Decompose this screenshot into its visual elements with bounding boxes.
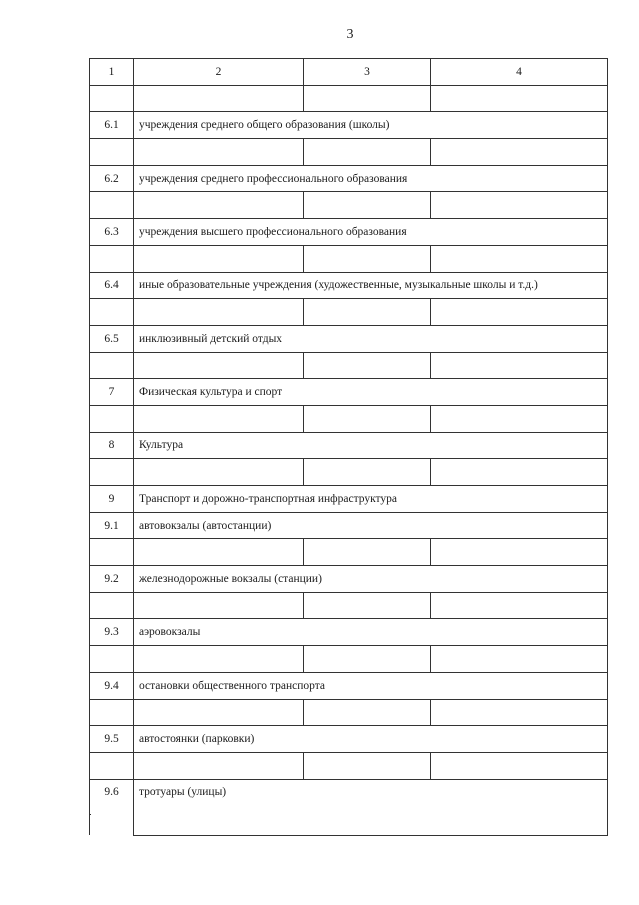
table-cell xyxy=(90,752,134,779)
row-title: аэровокзалы xyxy=(134,619,608,646)
table-cell xyxy=(304,192,431,219)
table-cell xyxy=(90,352,134,379)
table-cell xyxy=(90,245,134,272)
table-cell xyxy=(90,85,134,112)
row-number: 9.4 xyxy=(90,672,134,699)
table-row xyxy=(90,325,608,352)
table-cell xyxy=(134,752,304,779)
row-title: инклюзивный детский отдых xyxy=(134,325,608,352)
table-cell xyxy=(431,192,608,219)
table-cell xyxy=(134,592,304,619)
table-cell xyxy=(90,646,134,673)
row-number: 9 xyxy=(90,486,134,513)
row-title: иные образовательные учреждения (художественные, музыкальные школы и т.д.) xyxy=(134,272,608,299)
row-number: 6.1 xyxy=(90,112,134,139)
table-header-row xyxy=(90,59,608,86)
row-number-text: 9.6 xyxy=(104,785,119,798)
row-title: автостоянки (парковки) xyxy=(134,726,608,753)
row-title: учреждения высшего профессионального образования xyxy=(134,219,608,246)
row-number: 8 xyxy=(90,432,134,459)
row-number: 9.5 xyxy=(90,726,134,753)
row-title: автовокзалы (автостанции) xyxy=(134,512,608,539)
row-title xyxy=(134,779,608,835)
row-title: учреждения среднего общего образования (школы) xyxy=(134,112,608,139)
document-table xyxy=(89,58,608,836)
table-cell xyxy=(304,699,431,726)
row-number: 6.3 xyxy=(90,219,134,246)
row-title: Физическая культура и спорт xyxy=(134,379,608,406)
table-row xyxy=(90,512,608,539)
table-cell xyxy=(134,539,304,566)
row-number: 9.2 xyxy=(90,566,134,593)
page-number: 3 xyxy=(346,27,354,42)
table-cell xyxy=(304,139,431,166)
table-cell xyxy=(134,299,304,326)
table-empty-row xyxy=(90,646,608,673)
table-cell xyxy=(134,405,304,432)
table-empty-row xyxy=(90,539,608,566)
table-cell xyxy=(134,85,304,112)
table-cell xyxy=(304,539,431,566)
row-number: 9.3 xyxy=(90,619,134,646)
header-col-4: 4 xyxy=(431,59,608,86)
table-row xyxy=(90,165,608,192)
table-cell xyxy=(134,139,304,166)
table-empty-row xyxy=(90,85,608,112)
table-row xyxy=(90,672,608,699)
table-empty-row xyxy=(90,192,608,219)
row-number: 9.1 xyxy=(90,512,134,539)
table-row xyxy=(90,486,608,513)
table-cell xyxy=(90,192,134,219)
table-cell xyxy=(431,352,608,379)
table-cell xyxy=(90,139,134,166)
table-empty-row xyxy=(90,139,608,166)
table-cell xyxy=(90,539,134,566)
table-empty-row xyxy=(90,699,608,726)
table-cell xyxy=(90,299,134,326)
row-number: 6.2 xyxy=(90,165,134,192)
table-cell xyxy=(134,459,304,486)
table-cell xyxy=(431,752,608,779)
table-empty-row xyxy=(90,299,608,326)
row-title: Транспорт и дорожно-транспортная инфраструктура xyxy=(134,486,608,513)
table-cell xyxy=(134,192,304,219)
table-cell xyxy=(431,405,608,432)
header-col-2: 2 xyxy=(134,59,304,86)
row-title: учреждения среднего профессионального образования xyxy=(134,165,608,192)
table-empty-row xyxy=(90,352,608,379)
header-col-1: 1 xyxy=(90,59,134,86)
table-cell xyxy=(431,85,608,112)
table-row xyxy=(90,726,608,753)
row-title: железнодорожные вокзалы (станции) xyxy=(134,566,608,593)
table-cell xyxy=(90,592,134,619)
table-cell xyxy=(90,459,134,486)
table-cell xyxy=(304,352,431,379)
row-number: 6.5 xyxy=(90,325,134,352)
table-bottom-edge xyxy=(89,814,91,815)
table-cell xyxy=(134,646,304,673)
table-cell xyxy=(304,646,431,673)
row-number: 7 xyxy=(90,379,134,406)
table-cell xyxy=(90,405,134,432)
table-row xyxy=(90,219,608,246)
table-row xyxy=(90,272,608,299)
row-title: Культура xyxy=(134,432,608,459)
table-cell xyxy=(431,592,608,619)
table-row xyxy=(90,619,608,646)
table-cell xyxy=(431,139,608,166)
table-cell xyxy=(431,245,608,272)
table-cell xyxy=(431,539,608,566)
table-row xyxy=(90,432,608,459)
row-title: остановки общественного транспорта xyxy=(134,672,608,699)
table-cell xyxy=(304,459,431,486)
table-empty-row xyxy=(90,405,608,432)
table-cell xyxy=(304,752,431,779)
table-cell xyxy=(304,85,431,112)
table-cell xyxy=(304,592,431,619)
table-empty-row xyxy=(90,245,608,272)
table-cell xyxy=(304,299,431,326)
table-cell xyxy=(134,245,304,272)
table-row xyxy=(90,112,608,139)
table-cell xyxy=(431,699,608,726)
table-cell xyxy=(431,299,608,326)
table-empty-row xyxy=(90,752,608,779)
table-cell xyxy=(90,699,134,726)
table-row xyxy=(90,379,608,406)
table-cell xyxy=(134,352,304,379)
table-row xyxy=(90,779,608,835)
row-title-text: тротуары (улицы) xyxy=(139,785,227,798)
table-cell xyxy=(304,405,431,432)
header-col-3: 3 xyxy=(304,59,431,86)
table-cell xyxy=(134,699,304,726)
table-cell xyxy=(431,459,608,486)
table-cell xyxy=(304,245,431,272)
row-number xyxy=(90,779,134,835)
table-empty-row xyxy=(90,592,608,619)
table-empty-row xyxy=(90,459,608,486)
row-number: 6.4 xyxy=(90,272,134,299)
table-row xyxy=(90,566,608,593)
table-cell xyxy=(431,646,608,673)
